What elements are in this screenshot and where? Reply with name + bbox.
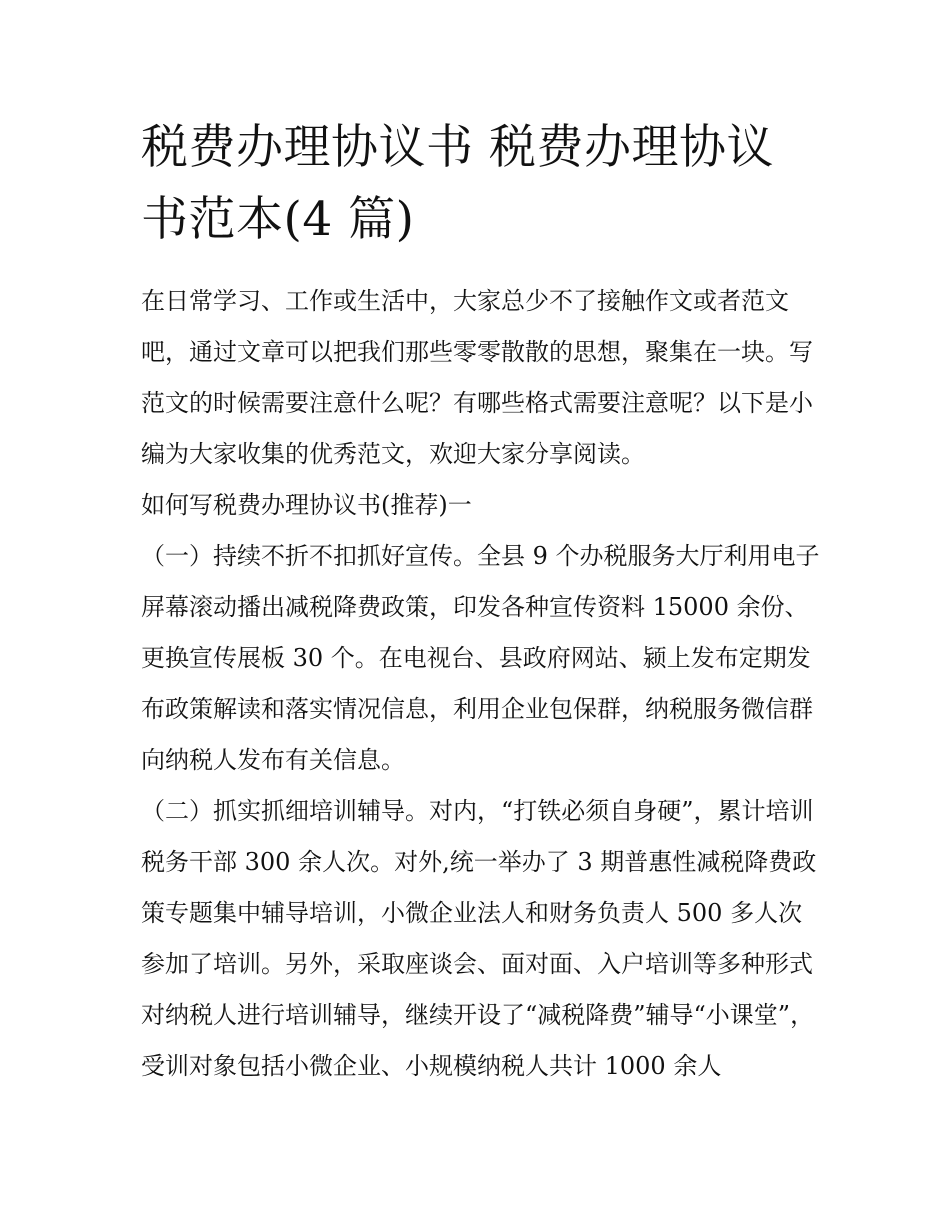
- section-heading: 如何写税费办理协议书(推荐)一: [141, 491, 472, 519]
- document-title: 税费办理协议书 税费办理协议书范本(4 篇): [141, 120, 774, 247]
- intro-paragraph: 在日常学习、工作或生活中，大家总少不了接触作文或者范文吧，通过文章可以把我们那些零零散散的思想，聚集在一块。写范文的时候需要注意什么呢？有哪些格式需要注意呢？以下是小编为大家收集的优秀范文，欢迎大家分享阅读。: [141, 287, 813, 468]
- document-content: [141, 112, 821, 1092]
- body-paragraph-2: （二）抓实抓细培训辅导。对内，“打铁必须自身硬”，累计培训税务干部 300 余人次。对外,统一举办了 3 期普惠性减税降费政策专题集中辅导培训，小微企业法人和财务负责人 500 多人次参加了培训。另外，采取座谈会、面对面、入户培训等多种形式对纳税人进行培训辅导，继续开设了“减税降费”辅导“小课堂”，受训对象包括小微企业、小规模纳税人共计 1000 余人: [141, 797, 817, 1080]
- document-body: [141, 276, 821, 1092]
- body-paragraph-1: （一）持续不折不扣抓好宣传。全县 9 个办税服务大厅利用电子屏幕滚动播出减税降费政策，印发各种宣传资料 15000 余份、更换宣传展板 30 个。在电视台、县政府网站、颍上发布定期发布政策解读和落实情况信息，利用企业包保群，纳税服务微信群向纳税人发布有关信息。: [141, 542, 820, 774]
